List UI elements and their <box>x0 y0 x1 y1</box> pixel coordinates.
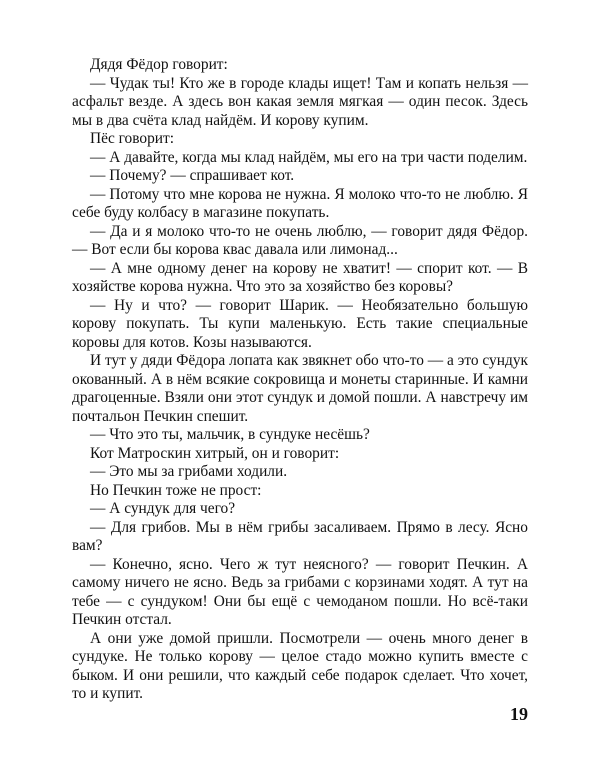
paragraph: — Для грибов. Мы в нём грибы засаливаем. Прямо в лесу. Ясно вам? <box>72 518 528 554</box>
paragraph: — Ну и что? — говорит Шарик. — Необязательно большую корову покупать. Ты купи маленькую. Есть такие специальные коровы для котов. Козы называются. <box>72 296 528 351</box>
paragraph: — А мне одному денег на корову не хватит! — спорит кот. — В хозяйстве корова нужна. Что это за хозяйство без коровы? <box>72 259 528 295</box>
body-text <box>72 56 528 704</box>
page-number: 19 <box>510 704 528 724</box>
paragraph: — Что это ты, мальчик, в сундуке несёшь? <box>90 426 370 443</box>
paragraph: И тут у дяди Фёдора лопата как звякнет обо что-то — а это сундук окованный. А в нём всякие сокровища и монеты старинные. И камни драгоценные. Взяли они этот сундук и домой пошли. А навстречу им почтальон Печкин спешит. <box>72 352 528 425</box>
paragraph: Кот Матроскин хитрый, он и говорит: <box>90 444 340 462</box>
paragraph: — Конечно, ясно. Чего ж тут неясного? — говорит Печкин. А самому ничего не ясно. Ведь за грибами с корзинами ходят. А тут на тебе — с сундуком! Они бы ещё с чемоданом пошли. Но всё-таки Печкин отстал. <box>72 555 528 628</box>
paragraph: А они уже домой пришли. Посмотрели — очень много денег в сундуке. Не только корову — целое стадо можно купить вместе с быком. И они решили, что каждый себе подарок сделает. Что хочет, то и купит. <box>72 629 528 702</box>
paragraph: — Чудак ты! Кто же в городе клады ищет! Там и копать нельзя — асфальт везде. А здесь вон какая земля мягкая — один песок. Здесь мы в два счёта клад найдём. И корову купим. <box>72 74 528 129</box>
paragraph: Но Печкин тоже не прост: <box>90 481 262 499</box>
paragraph: Пёс говорит: <box>90 130 175 147</box>
paragraph: — А давайте, когда мы клад найдём, мы его на три части поделим. <box>90 148 528 166</box>
paragraph: — Потому что мне корова не нужна. Я молоко что-то не люблю. Я себе буду колбасу в магазине покупать. <box>72 185 528 221</box>
paragraph: — Почему? — спрашивает кот. <box>90 167 295 184</box>
paragraph: — Да и я молоко что-то не очень люблю, — говорит дядя Фёдор. — Вот если бы корова квас давала или лимонад... <box>72 222 528 258</box>
paragraph: — А сундук для чего? <box>90 500 236 517</box>
paragraph: — Это мы за грибами ходили. <box>90 463 288 480</box>
paragraph: Дядя Фёдор говорит: <box>90 56 228 73</box>
